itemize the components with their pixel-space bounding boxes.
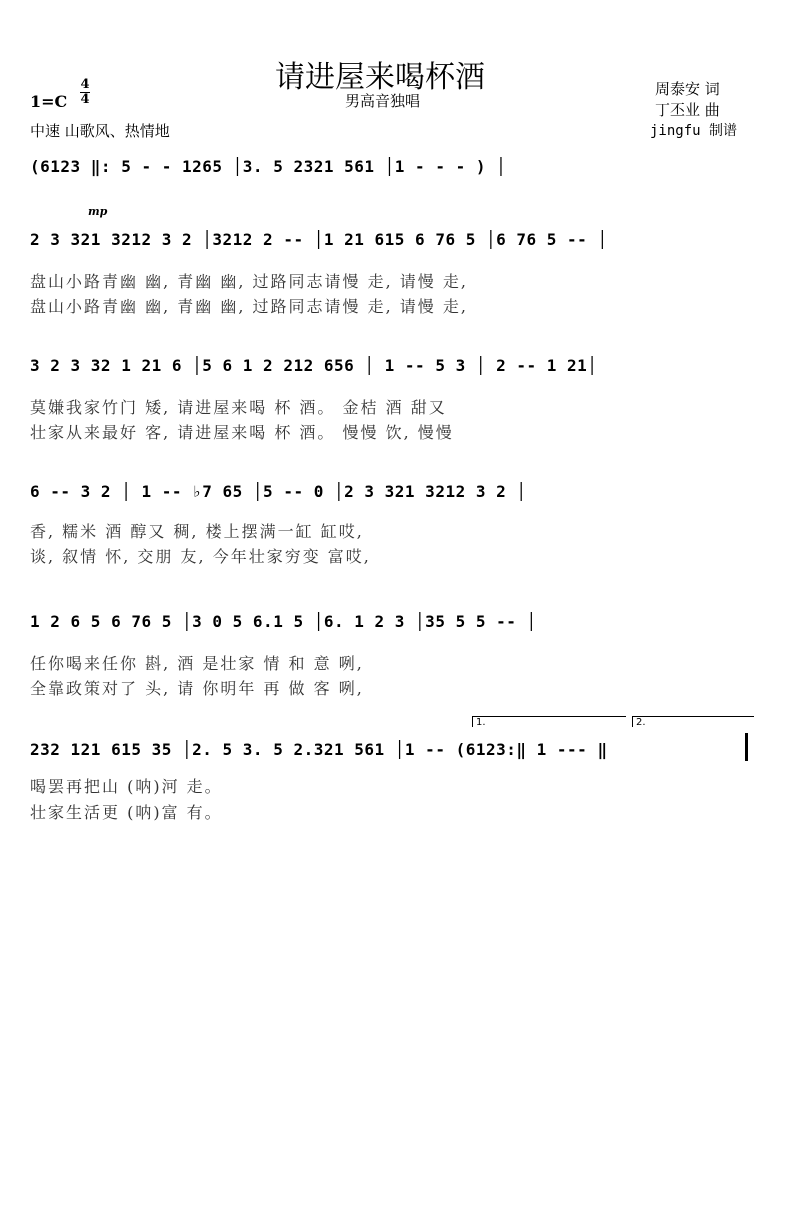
notation-system-2: 2 3 321 3212 3 2 │3212 2 -- │1 21 615 6 76 5 │6 76 5 -- │ bbox=[30, 230, 608, 249]
lyric-system-3-verse-1: 莫嫌我家竹门 矮, 请进屋来喝 杯 酒。 金桔 酒 甜又 bbox=[30, 398, 447, 417]
song-subtitle: 男高音独唱 bbox=[345, 92, 421, 110]
notation-system-3: 3 2 3 32 1 21 6 │5 6 1 2 212 656 │ 1 -- 5 3 │ 2 -- 1 21│ bbox=[30, 356, 598, 375]
notation-system-4: 6 -- 3 2 │ 1 -- ♭7 65 │5 -- 0 │2 3 321 3212 3 2 │ bbox=[30, 482, 527, 501]
lyric-system-6-verse-2: 壮家生活更 (呐)富 有。 bbox=[30, 803, 223, 822]
lyric-system-5-verse-1: 任你喝来任你 斟, 酒 是壮家 情 和 意 咧, bbox=[30, 654, 364, 673]
volta-first-ending: 1. bbox=[472, 716, 626, 727]
key-signature: 1=C bbox=[30, 92, 68, 111]
tempo-marking: 中速 山歌风、热情地 bbox=[30, 122, 170, 140]
final-barline bbox=[745, 733, 748, 761]
notation-system-5: 1 2 6 5 6 76 5 │3 0 5 6.1 5 │6. 1 2 3 │35 5 5 -- │ bbox=[30, 612, 537, 631]
lyric-system-4-verse-2: 谈, 叙情 怀, 交朋 友, 今年壮家穷变 富哎, bbox=[30, 547, 371, 566]
time-signature bbox=[80, 78, 90, 107]
lyric-system-5-verse-2: 全靠政策对了 头, 请 你明年 再 做 客 咧, bbox=[30, 679, 364, 698]
lyric-system-2-verse-1: 盘山小路青幽 幽, 青幽 幽, 过路同志请慢 走, 请慢 走, bbox=[30, 272, 468, 291]
lyric-system-2-verse-2: 盘山小路青幽 幽, 青幽 幽, 过路同志请慢 走, 请慢 走, bbox=[30, 297, 468, 316]
time-signature-bottom: 4 bbox=[80, 92, 90, 107]
lyric-system-4-verse-1: 香, 糯米 酒 醇又 稠, 楼上摆满一缸 缸哎, bbox=[30, 522, 364, 541]
time-signature-top: 4 bbox=[80, 77, 90, 92]
lyric-system-6-verse-1: 喝罢再把山 (呐)河 走。 bbox=[30, 777, 223, 796]
notation-system-6: 232 121 615 35 │2. 5 3. 5 2.321 561 │1 -- (6123:‖ 1 --- ‖ bbox=[30, 740, 608, 759]
lyricist-credit: 周泰安 词 bbox=[655, 80, 720, 98]
dynamic-mp: mp bbox=[88, 205, 108, 218]
lyric-system-3-verse-2: 壮家从来最好 客, 请进屋来喝 杯 酒。 慢慢 饮, 慢慢 bbox=[30, 423, 454, 442]
volta-second-ending: 2. bbox=[632, 716, 754, 727]
song-title: 请进屋来喝杯酒 bbox=[275, 60, 485, 95]
transcriber-credit: jingfu 制谱 bbox=[650, 123, 738, 139]
notation-system-1: (6123 ‖: 5 - - 1265 │3. 5 2321 561 │1 - - - ) │ bbox=[30, 157, 507, 176]
composer-credit: 丁丕业 曲 bbox=[655, 101, 720, 119]
